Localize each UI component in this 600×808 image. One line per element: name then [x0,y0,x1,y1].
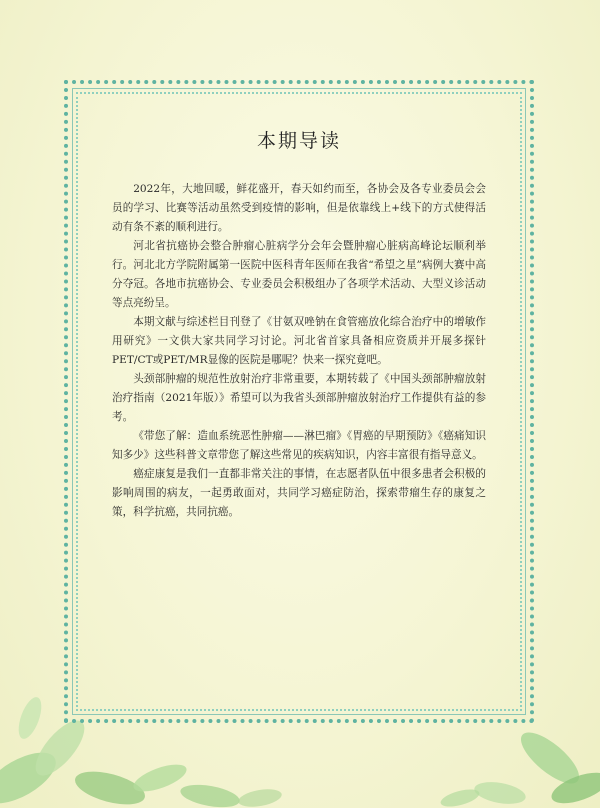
page-title: 本期导读 [256,130,341,152]
article-body [112,180,486,522]
paragraph: 头颈部肿瘤的规范性放射治疗非常重要，本期转载了《中国头颈部肿瘤放射治疗指南（2021年版）》希望可以为我省头颈部肿瘤放射治疗工作提供有益的参考。 [112,373,486,423]
paragraph: 癌症康复是我们一直都非常关注的事情，在志愿者队伍中很多患者会积极的影响周围的病友，一起勇敢面对，共同学习癌症防治，探索带瘤生存的康复之策，科学抗癌，共同抗癌。 [112,468,486,518]
paragraph: 本期文献与综述栏目刊登了《甘氨双唑钠在食管癌放化综合治疗中的增敏作用研究》一文供大家共同学习讨论。河北省首家具备相应资质并开展多探针PET/CT或PET/MR显像的医院是哪呢？快来一探究竟吧。 [112,316,486,366]
paragraph: 《带您了解：造血系统恶性肿瘤——淋巴瘤》《胃癌的早期预防》《癌痛知识知多少》这些科普文章带您了解这些常见的疾病知识，内容丰富很有指导意义。 [112,430,486,461]
paragraph: 河北省抗癌协会整合肿瘤心脏病学分会年会暨肿瘤心脏病高峰论坛顺利举行。河北北方学院附属第一医院中医科青年医师在我省“希望之星”病例大赛中高分夺冠。各地市抗癌协会、专业委员会积极组办了各项学术活动、大型义诊活动等点亮纷呈。 [112,240,486,309]
decorative-frame [64,80,534,723]
paragraph: 2022年，大地回暖，鲜花盛开，春天如约而至，各协会及各专业委员会会员的学习、比赛等活动虽然受到疫情的影响，但是依靠线上+线下的方式使得活动有条不紊的顺利进行。 [112,183,486,233]
